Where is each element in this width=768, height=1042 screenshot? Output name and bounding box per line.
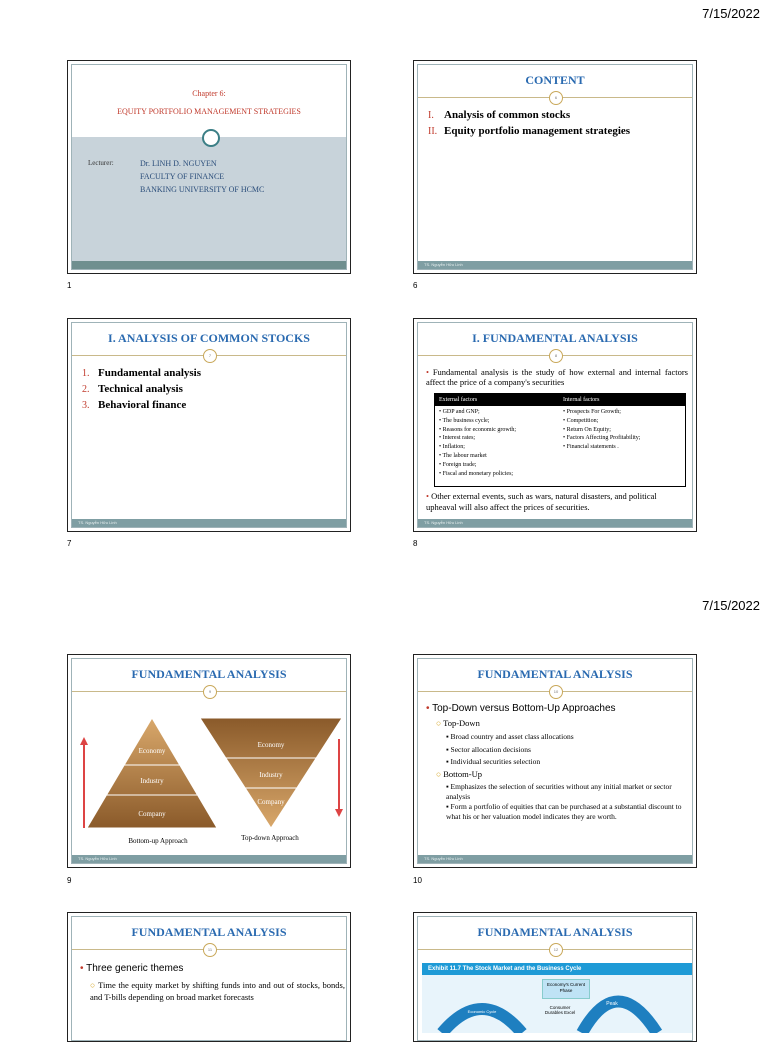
cycle-label: Economic Cycle xyxy=(467,1009,497,1014)
content-item: II. Equity portfolio management strategies xyxy=(428,125,631,137)
peak-label: Peak xyxy=(606,1001,618,1007)
slide-circle: 8 xyxy=(549,349,563,363)
slide-6: CONTENT 6 I. Analysis of common stocks II. Equity portfolio management strategies TS. Nguyễn Hữu Linh xyxy=(413,60,697,274)
slide-title: I. FUNDAMENTAL ANALYSIS xyxy=(472,331,638,345)
slide-1 xyxy=(67,60,351,274)
faculty-name: FACULTY OF FINANCE xyxy=(140,172,225,181)
slide-circle: 11 xyxy=(203,943,217,957)
content-item: I. Analysis of common stocks xyxy=(428,109,571,121)
topdown-label: ○ Top-Down xyxy=(436,718,480,728)
bottomup-item: ▪ Emphasizes the selection of securities without any initial market or sector analysis xyxy=(446,782,672,801)
pyramid-label: Economy xyxy=(138,747,166,755)
slide-number: 1 xyxy=(67,281,72,290)
external-factor: • Foreign trade; xyxy=(439,461,477,468)
exhibit-image xyxy=(422,963,692,1033)
slide-number: 10 xyxy=(413,876,422,885)
slide-12 xyxy=(413,912,697,1042)
internal-factor: • Return On Equity; xyxy=(563,426,611,433)
internal-list xyxy=(563,408,640,452)
divider-circle-icon xyxy=(202,129,220,147)
slide-10: FUNDAMENTAL ANALYSIS 10 • Top-Down versus Bottom-Up Approaches ○ Top-Down ▪ Broad country and asset class allocations ▪ Sector allocation decisions ▪ Individual securities selection ○ Bottom-Up ▪ Emphasizes the selection of securities without any initial market or sector analysis ▪ Form a portfolio of equities that can be purchased at a substantial discount to what his or her valuation model indicates they are worth. TS. Nguyễn Hữu Linh xyxy=(413,654,697,868)
bottomup-label: ○ Bottom-Up xyxy=(436,769,482,779)
inverted-label: Company xyxy=(257,798,285,806)
slide-circle: 6 xyxy=(549,91,563,105)
exhibit-title: Exhibit 11.7 The Stock Market and the Business Cycle xyxy=(422,963,692,975)
inverted-label: Industry xyxy=(259,771,283,779)
intro-text: • Fundamental analysis is the study of how external and internal factors affect the price of a company's securities xyxy=(426,367,688,387)
cycle-arc xyxy=(582,1002,657,1034)
bottomup-list xyxy=(446,782,691,822)
chapter-title: EQUITY PORTFOLIO MANAGEMENT STRATEGIES xyxy=(117,107,301,116)
content-item: 3. Behavioral finance xyxy=(82,399,187,411)
slide-number: 8 xyxy=(413,539,418,548)
heading: • Top-Down versus Bottom-Up Approaches xyxy=(426,703,616,714)
slide-circle: 7 xyxy=(203,349,217,363)
slide-number: 6 xyxy=(413,281,418,290)
lecturer-name: Dr. LINH D. NGUYEN xyxy=(140,159,217,168)
heading: • Three generic themes xyxy=(80,963,184,974)
external-factor: • The labour market xyxy=(439,452,487,459)
topdown-list xyxy=(446,731,574,769)
slide-title: FUNDAMENTAL ANALYSIS xyxy=(131,667,287,681)
topdown-item: ▪ Sector allocation decisions xyxy=(446,744,531,754)
approach-diagram xyxy=(72,703,347,853)
factors-table xyxy=(434,393,686,487)
external-factor: • GDP and GNP; xyxy=(439,409,480,415)
internal-factor: • Financial statements . xyxy=(563,444,619,451)
internal-factor: • Prospects For Growth; xyxy=(563,409,621,415)
caption: Top-down Approach xyxy=(241,834,299,842)
page-date-2: 7/15/2022 xyxy=(702,598,760,613)
phase-box: Economy's Current Phase xyxy=(542,979,590,999)
slide-title: FUNDAMENTAL ANALYSIS xyxy=(477,667,633,681)
external-factor: • Fiscal and monetary policies; xyxy=(439,470,514,477)
topdown-item: ▪ Individual securities selection xyxy=(446,757,541,766)
slide-8: I. FUNDAMENTAL ANALYSIS 8 • Fundamental analysis is the study of how external and internal factors affect the price of a company's securities External factors Internal factors • GDP and GNP; • The business cycle; • Reasons for economic growth; • Interest rates; • Inflation; • The labour market • Foreign trade; • Fiscal and monetary policies; • Prospects For Growth; • Competition; • Return On Equity; • Factors Affecting Profitability; • Financial statements . • Other external events, such as wars, natural disasters, and political upheaval will also affect the prices of securities. TS. Nguyễn Hữu Linh xyxy=(413,318,697,532)
external-factor: • Reasons for economic growth; xyxy=(439,426,517,433)
bottomup-item: ▪ Form a portfolio of equities that can be purchased at a substantial discount to what his or her valuation model indicates they are worth. xyxy=(446,802,682,821)
pyramid-label: Company xyxy=(138,810,166,818)
content-item: 2. Technical analysis xyxy=(82,383,183,395)
page-date-1: 7/15/2022 xyxy=(702,6,760,21)
external-factor: • Interest rates; xyxy=(439,435,476,442)
theme-item: ○ Time the equity market by shifting funds into and out of stocks, bonds, and T-bills depending on broad market forecasts xyxy=(90,980,345,1002)
slide-11 xyxy=(67,912,351,1042)
consumer-label: Consumer Durables Excel xyxy=(544,1005,576,1015)
inverted-label: Economy xyxy=(257,741,285,749)
content-item: 1. Fundamental analysis xyxy=(82,367,201,379)
slide-title: CONTENT xyxy=(525,73,585,87)
slide-7: I. ANALYSIS OF COMMON STOCKS 7 1. Fundamental analysis 2. Technical analysis 3. Behavioral finance TS. Nguyễn Hữu Linh xyxy=(67,318,351,532)
slide-title: I. ANALYSIS OF COMMON STOCKS xyxy=(108,331,310,345)
slide-circle: 12 xyxy=(549,943,563,957)
slide-9: FUNDAMENTAL ANALYSIS 9 Economy Industry Company Economy Industry Company Bottom-up Approach Top-down Approach TS. Nguyễn Hữu Linh xyxy=(67,654,351,868)
university-name: BANKING UNIVERSITY OF HCMC xyxy=(140,185,265,194)
internal-factor: • Factors Affecting Profitability; xyxy=(563,435,641,442)
lecturer-label: Lecturer: xyxy=(88,159,114,167)
internal-factor: • Competition; xyxy=(563,417,599,424)
slide-number: 9 xyxy=(67,876,72,885)
topdown-item: ▪ Broad country and asset class allocations xyxy=(446,732,574,741)
chapter-label: Chapter 6: xyxy=(192,89,226,98)
slide-title: FUNDAMENTAL ANALYSIS xyxy=(477,925,633,939)
external-header: External factors xyxy=(439,397,478,403)
external-factor: • The business cycle; xyxy=(439,417,490,424)
caption: Bottom-up Approach xyxy=(128,837,188,845)
external-factor: • Inflation; xyxy=(439,444,465,451)
slide-circle: 9 xyxy=(203,685,217,699)
slide-circle: 10 xyxy=(549,685,563,699)
slide-title: FUNDAMENTAL ANALYSIS xyxy=(131,925,287,939)
external-list xyxy=(439,408,516,478)
pyramid-label: Industry xyxy=(140,777,164,785)
internal-header: Internal factors xyxy=(563,397,600,403)
slide-number: 7 xyxy=(67,539,72,548)
outro-text: • Other external events, such as wars, natural disasters, and political upheaval will also affect the prices of securities. xyxy=(426,491,657,512)
